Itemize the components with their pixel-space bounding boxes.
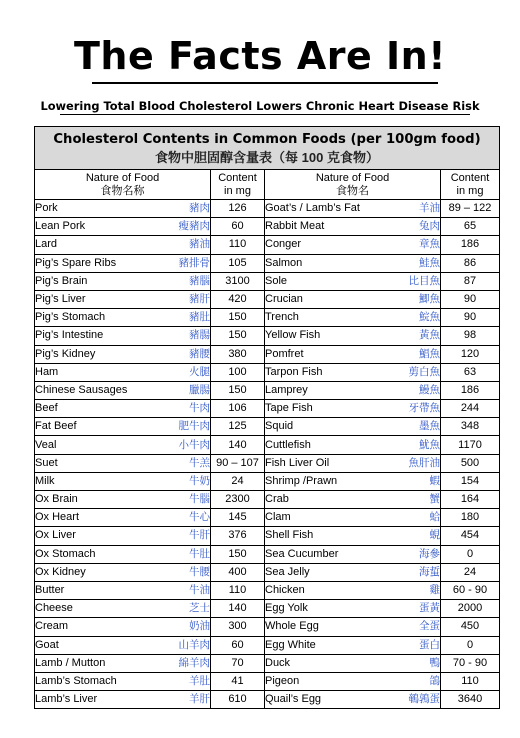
content-value-left: 3100 bbox=[211, 272, 265, 290]
content-value-right: 90 bbox=[441, 290, 500, 308]
food-cell-right bbox=[265, 527, 441, 545]
food-name-chinese: 肥牛肉 bbox=[178, 420, 210, 433]
table-row bbox=[35, 345, 500, 363]
food-name-chinese: 鯇魚 bbox=[419, 311, 440, 324]
subtitle-underline bbox=[60, 114, 470, 115]
table-row bbox=[35, 600, 500, 618]
food-cell-right bbox=[265, 345, 441, 363]
food-cell-right bbox=[265, 600, 441, 618]
page-subtitle: Lowering Total Blood Cholesterol Lowers Chronic Heart Disease Risk bbox=[40, 99, 480, 113]
food-name-english: Ox Brain bbox=[35, 493, 78, 506]
content-value-left: 400 bbox=[211, 563, 265, 581]
food-name-chinese: 海參 bbox=[419, 547, 440, 560]
food-name-english: Tape Fish bbox=[265, 402, 313, 415]
food-cell-left bbox=[35, 618, 211, 636]
food-cell-right bbox=[265, 472, 441, 490]
food-name-chinese: 羊油 bbox=[419, 202, 440, 215]
food-cell-right bbox=[265, 545, 441, 563]
food-cell-left bbox=[35, 418, 211, 436]
food-name-english: Egg Yolk bbox=[265, 602, 308, 615]
food-name-chinese: 黃魚 bbox=[419, 329, 440, 342]
food-cell-left bbox=[35, 436, 211, 454]
content-value-right: 348 bbox=[441, 418, 500, 436]
food-name-english: Goat’s / Lamb’s Fat bbox=[265, 202, 360, 215]
food-name-english: Ham bbox=[35, 365, 59, 378]
food-name-english: Lamb’s Stomach bbox=[35, 674, 117, 687]
food-name-english: Clam bbox=[265, 511, 291, 524]
food-name-english: Ox Heart bbox=[35, 511, 80, 524]
food-name-chinese: 鵪鶉蛋 bbox=[408, 693, 440, 706]
food-name-english: Pigeon bbox=[265, 674, 300, 687]
food-cell-left bbox=[35, 400, 211, 418]
food-name-chinese: 全蛋 bbox=[419, 620, 440, 633]
food-cell-left bbox=[35, 636, 211, 654]
food-name-english: Sea Cucumber bbox=[265, 547, 339, 560]
table-row bbox=[35, 618, 500, 636]
food-name-chinese: 臘腸 bbox=[189, 383, 210, 396]
food-cell-left bbox=[35, 363, 211, 381]
food-name-english: Crucian bbox=[265, 293, 303, 306]
table-row bbox=[35, 472, 500, 490]
food-name-chinese: 蝦 bbox=[429, 474, 440, 487]
food-name-english: Ox Liver bbox=[35, 529, 76, 542]
content-value-right: 0 bbox=[441, 636, 500, 654]
food-name-chinese: 火腿 bbox=[189, 365, 210, 378]
food-name-english: Lean Pork bbox=[35, 220, 86, 233]
table-row bbox=[35, 527, 500, 545]
food-name-chinese: 蟹 bbox=[429, 493, 440, 506]
food-name-english: Salmon bbox=[265, 256, 303, 269]
content-value-right: 24 bbox=[441, 563, 500, 581]
content-value-right: 86 bbox=[441, 254, 500, 272]
food-cell-left bbox=[35, 527, 211, 545]
content-value-right: 90 bbox=[441, 309, 500, 327]
food-cell-right bbox=[265, 363, 441, 381]
content-value-left: 300 bbox=[211, 618, 265, 636]
content-value-right: 164 bbox=[441, 491, 500, 509]
table-caption-english: Cholesterol Contents in Common Foods (per 100gm food) bbox=[53, 131, 481, 147]
food-name-chinese: 牛腰 bbox=[189, 565, 210, 578]
content-value-left: 150 bbox=[211, 545, 265, 563]
food-name-chinese: 奶油 bbox=[189, 620, 210, 633]
content-value-left: 41 bbox=[211, 672, 265, 690]
food-cell-right bbox=[265, 218, 441, 236]
page-title: The Facts Are In! bbox=[73, 34, 447, 78]
food-cell-right bbox=[265, 563, 441, 581]
food-name-chinese: 章魚 bbox=[419, 238, 440, 251]
content-value-right: 500 bbox=[441, 454, 500, 472]
column-header-content-left: Content in mg bbox=[211, 170, 265, 200]
content-value-right: 0 bbox=[441, 545, 500, 563]
food-name-english: Ox Kidney bbox=[35, 565, 86, 578]
content-value-left: 100 bbox=[211, 363, 265, 381]
food-name-english: Fat Beef bbox=[35, 420, 77, 433]
food-cell-left bbox=[35, 381, 211, 399]
food-name-english: Chinese Sausages bbox=[35, 383, 128, 396]
content-value-left: 90 – 107 bbox=[211, 454, 265, 472]
content-value-left: 610 bbox=[211, 691, 265, 709]
food-name-chinese: 魚肝油 bbox=[408, 456, 440, 469]
table-row bbox=[35, 672, 500, 690]
food-name-english: Cuttlefish bbox=[265, 438, 311, 451]
food-name-english: Egg White bbox=[265, 638, 316, 651]
food-name-chinese: 牛奶 bbox=[189, 474, 210, 487]
food-cell-right bbox=[265, 290, 441, 308]
food-name-english: Squid bbox=[265, 420, 294, 433]
food-name-chinese: 羊肚 bbox=[189, 674, 210, 687]
food-cell-right bbox=[265, 327, 441, 345]
table-row bbox=[35, 509, 500, 527]
food-cell-left bbox=[35, 472, 211, 490]
table-row bbox=[35, 236, 500, 254]
food-name-chinese: 雞 bbox=[429, 584, 440, 597]
food-cell-left bbox=[35, 672, 211, 690]
food-name-english: Whole Egg bbox=[265, 620, 319, 633]
food-name-chinese: 牛心 bbox=[189, 511, 210, 524]
food-cell-right bbox=[265, 236, 441, 254]
content-value-right: 186 bbox=[441, 381, 500, 399]
table-row bbox=[35, 491, 500, 509]
content-value-left: 140 bbox=[211, 436, 265, 454]
table-row bbox=[35, 290, 500, 308]
food-name-chinese: 鰻魚 bbox=[419, 383, 440, 396]
table-row bbox=[35, 309, 500, 327]
food-name-chinese: 蛋白 bbox=[419, 638, 440, 651]
table-row bbox=[35, 581, 500, 599]
food-cell-right bbox=[265, 618, 441, 636]
content-value-left: 106 bbox=[211, 400, 265, 418]
food-name-english: Quail’s Egg bbox=[265, 693, 322, 706]
content-value-left: 60 bbox=[211, 636, 265, 654]
food-cell-right bbox=[265, 254, 441, 272]
food-name-english: Goat bbox=[35, 638, 59, 651]
food-name-english: Cheese bbox=[35, 602, 73, 615]
food-name-english: Shell Fish bbox=[265, 529, 314, 542]
food-cell-left bbox=[35, 345, 211, 363]
content-value-left: 2300 bbox=[211, 491, 265, 509]
content-value-right: 2000 bbox=[441, 600, 500, 618]
food-name-english: Milk bbox=[35, 474, 55, 487]
food-name-english: Lamprey bbox=[265, 383, 308, 396]
food-name-english: Beef bbox=[35, 402, 58, 415]
content-value-right: 70 - 90 bbox=[441, 654, 500, 672]
food-cell-left bbox=[35, 563, 211, 581]
content-value-right: 1170 bbox=[441, 436, 500, 454]
food-name-chinese: 山羊肉 bbox=[178, 638, 210, 651]
food-cell-right bbox=[265, 491, 441, 509]
content-value-right: 60 - 90 bbox=[441, 581, 500, 599]
food-cell-left bbox=[35, 545, 211, 563]
content-value-left: 110 bbox=[211, 581, 265, 599]
food-name-english: Pig’s Stomach bbox=[35, 311, 106, 324]
food-cell-right bbox=[265, 418, 441, 436]
food-name-chinese: 豬腰 bbox=[189, 347, 210, 360]
food-cell-right bbox=[265, 654, 441, 672]
food-name-english: Duck bbox=[265, 656, 291, 669]
food-name-chinese: 蜆 bbox=[429, 529, 440, 542]
content-value-left: 380 bbox=[211, 345, 265, 363]
content-value-right: 63 bbox=[441, 363, 500, 381]
food-cell-right bbox=[265, 381, 441, 399]
food-cell-right bbox=[265, 272, 441, 290]
food-cell-left bbox=[35, 327, 211, 345]
food-name-english: Lamb’s Liver bbox=[35, 693, 98, 706]
food-cell-left bbox=[35, 600, 211, 618]
food-cell-right bbox=[265, 309, 441, 327]
table-caption-chinese: 食物中胆固醇含量表（每 100 克食物） bbox=[155, 149, 379, 165]
food-name-chinese: 蛤 bbox=[429, 511, 440, 524]
food-name-english: Chicken bbox=[265, 584, 305, 597]
table-row bbox=[35, 691, 500, 709]
content-value-right: 120 bbox=[441, 345, 500, 363]
table-row bbox=[35, 545, 500, 563]
table-row bbox=[35, 254, 500, 272]
food-name-chinese: 羊肝 bbox=[189, 693, 210, 706]
food-cell-left bbox=[35, 509, 211, 527]
food-name-english: Lard bbox=[35, 238, 58, 251]
food-name-english: Sea Jelly bbox=[265, 565, 310, 578]
food-name-english: Sole bbox=[265, 274, 288, 287]
food-name-english: Pork bbox=[35, 202, 58, 215]
food-cell-left bbox=[35, 454, 211, 472]
content-value-left: 150 bbox=[211, 327, 265, 345]
content-value-right: 87 bbox=[441, 272, 500, 290]
content-value-left: 126 bbox=[211, 200, 265, 218]
content-value-left: 150 bbox=[211, 309, 265, 327]
content-value-left: 110 bbox=[211, 236, 265, 254]
food-name-chinese: 豬排骨 bbox=[178, 256, 210, 269]
food-name-chinese: 小牛肉 bbox=[178, 438, 210, 451]
food-name-chinese: 兔肉 bbox=[419, 220, 440, 233]
food-cell-right bbox=[265, 672, 441, 690]
content-value-right: 89 – 122 bbox=[441, 200, 500, 218]
table-row bbox=[35, 400, 500, 418]
food-name-chinese: 蛋黃 bbox=[419, 602, 440, 615]
food-cell-right bbox=[265, 581, 441, 599]
content-value-left: 24 bbox=[211, 472, 265, 490]
food-name-chinese: 豬肚 bbox=[189, 311, 210, 324]
food-cell-left bbox=[35, 581, 211, 599]
content-value-right: 65 bbox=[441, 218, 500, 236]
food-name-chinese: 魷魚 bbox=[419, 438, 440, 451]
food-name-english: Pomfret bbox=[265, 347, 304, 360]
content-value-left: 140 bbox=[211, 600, 265, 618]
food-cell-right bbox=[265, 200, 441, 218]
food-cell-left bbox=[35, 218, 211, 236]
food-name-english: Pig’s Intestine bbox=[35, 329, 104, 342]
content-value-left: 105 bbox=[211, 254, 265, 272]
food-name-chinese: 豬腦 bbox=[189, 274, 210, 287]
content-value-left: 145 bbox=[211, 509, 265, 527]
food-cell-right bbox=[265, 454, 441, 472]
food-name-english: Lamb / Mutton bbox=[35, 656, 106, 669]
food-name-english: Crab bbox=[265, 493, 289, 506]
food-name-english: Fish Liver Oil bbox=[265, 456, 330, 469]
food-name-chinese: 鴨 bbox=[429, 656, 440, 669]
food-name-chinese: 牛肚 bbox=[189, 547, 210, 560]
food-name-chinese: 牛油 bbox=[189, 584, 210, 597]
food-name-chinese: 墨魚 bbox=[419, 420, 440, 433]
food-name-chinese: 瘦豬肉 bbox=[178, 220, 210, 233]
table-row bbox=[35, 272, 500, 290]
title-underline bbox=[92, 82, 438, 84]
food-name-chinese: 豬肝 bbox=[189, 293, 210, 306]
content-value-left: 376 bbox=[211, 527, 265, 545]
food-name-chinese: 鮭魚 bbox=[419, 256, 440, 269]
food-cell-left bbox=[35, 254, 211, 272]
column-header-food-right: Nature of Food 食物名 bbox=[265, 170, 441, 200]
table-row bbox=[35, 454, 500, 472]
table-row bbox=[35, 563, 500, 581]
column-header-content-right: Content in mg bbox=[441, 170, 500, 200]
food-cell-right bbox=[265, 400, 441, 418]
food-name-chinese: 牛腦 bbox=[189, 493, 210, 506]
food-name-chinese: 豬肉 bbox=[189, 202, 210, 215]
food-name-english: Tarpon Fish bbox=[265, 365, 323, 378]
content-value-right: 186 bbox=[441, 236, 500, 254]
content-value-right: 110 bbox=[441, 672, 500, 690]
food-name-english: Yellow Fish bbox=[265, 329, 321, 342]
food-name-chinese: 綿羊肉 bbox=[178, 656, 210, 669]
content-value-left: 70 bbox=[211, 654, 265, 672]
food-name-chinese: 牛羔 bbox=[189, 456, 210, 469]
food-cell-right bbox=[265, 436, 441, 454]
content-value-left: 125 bbox=[211, 418, 265, 436]
food-name-chinese: 鯽魚 bbox=[419, 293, 440, 306]
food-name-english: Cream bbox=[35, 620, 69, 633]
food-cell-left bbox=[35, 654, 211, 672]
food-name-chinese: 牛肉 bbox=[189, 402, 210, 415]
content-value-right: 180 bbox=[441, 509, 500, 527]
food-name-chinese: 鯧魚 bbox=[419, 347, 440, 360]
table-row bbox=[35, 327, 500, 345]
food-name-chinese: 牙帶魚 bbox=[408, 402, 440, 415]
food-name-chinese: 牛肝 bbox=[189, 529, 210, 542]
food-name-english: Trench bbox=[265, 311, 299, 324]
content-value-left: 60 bbox=[211, 218, 265, 236]
food-cell-right bbox=[265, 691, 441, 709]
table-row bbox=[35, 436, 500, 454]
food-name-chinese: 豬油 bbox=[189, 238, 210, 251]
table-row bbox=[35, 381, 500, 399]
food-name-english: Butter bbox=[35, 584, 65, 597]
content-value-right: 244 bbox=[441, 400, 500, 418]
content-value-left: 420 bbox=[211, 290, 265, 308]
food-name-english: Veal bbox=[35, 438, 57, 451]
food-cell-left bbox=[35, 200, 211, 218]
food-name-chinese: 鴿 bbox=[429, 674, 440, 687]
food-cell-left bbox=[35, 491, 211, 509]
content-value-right: 450 bbox=[441, 618, 500, 636]
food-name-chinese: 海蜇 bbox=[419, 565, 440, 578]
food-name-english: Pig’s Kidney bbox=[35, 347, 96, 360]
table-row bbox=[35, 363, 500, 381]
food-cell-left bbox=[35, 309, 211, 327]
table-row bbox=[35, 418, 500, 436]
content-value-left: 150 bbox=[211, 381, 265, 399]
food-cell-left bbox=[35, 236, 211, 254]
table-row bbox=[35, 636, 500, 654]
food-name-chinese: 芝士 bbox=[189, 602, 210, 615]
table-row bbox=[35, 200, 500, 218]
food-name-english: Pig’s Liver bbox=[35, 293, 86, 306]
content-value-right: 98 bbox=[441, 327, 500, 345]
food-name-chinese: 剪白魚 bbox=[408, 365, 440, 378]
food-name-english: Pig’s Brain bbox=[35, 274, 88, 287]
food-name-english: Ox Stomach bbox=[35, 547, 96, 560]
content-value-right: 3640 bbox=[441, 691, 500, 709]
food-cell-right bbox=[265, 509, 441, 527]
food-cell-left bbox=[35, 290, 211, 308]
content-value-right: 154 bbox=[441, 472, 500, 490]
cholesterol-table bbox=[34, 126, 500, 709]
food-name-english: Conger bbox=[265, 238, 302, 251]
column-header-food-left: Nature of Food 食物名称 bbox=[35, 170, 211, 200]
food-name-chinese: 豬腸 bbox=[189, 329, 210, 342]
table-body bbox=[35, 200, 500, 709]
food-name-english: Rabbit Meat bbox=[265, 220, 325, 233]
food-name-english: Suet bbox=[35, 456, 58, 469]
food-cell-right bbox=[265, 636, 441, 654]
table-row bbox=[35, 654, 500, 672]
food-name-english: Shrimp /Prawn bbox=[265, 474, 338, 487]
table-caption bbox=[35, 127, 500, 170]
food-cell-left bbox=[35, 272, 211, 290]
table-row bbox=[35, 218, 500, 236]
content-value-right: 454 bbox=[441, 527, 500, 545]
food-name-chinese: 比目魚 bbox=[408, 274, 440, 287]
food-cell-left bbox=[35, 691, 211, 709]
food-name-english: Pig’s Spare Ribs bbox=[35, 256, 117, 269]
